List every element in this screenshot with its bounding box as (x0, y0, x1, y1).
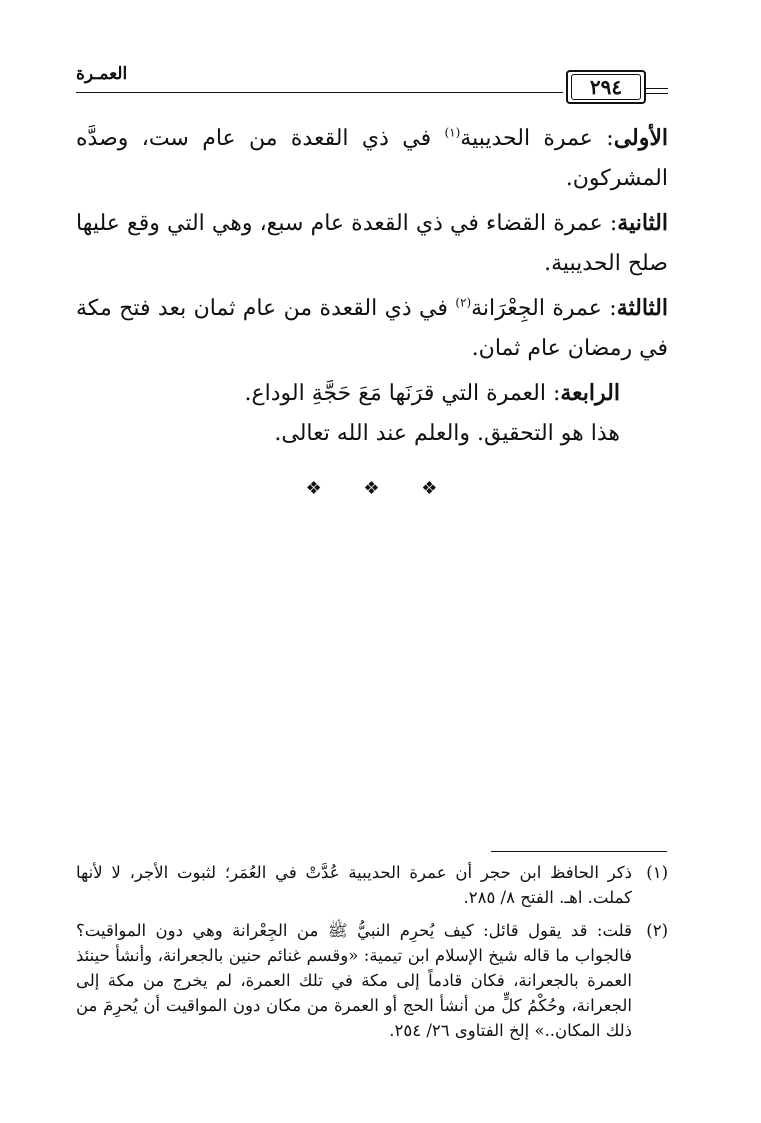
main-text (76, 118, 668, 454)
page-number: ٢٩٤ (571, 74, 641, 100)
paragraph-label: الثانية (617, 210, 668, 236)
paragraph-label: الأولى (613, 125, 669, 151)
footnote-text: قلت: قد يقول قائل: كيف يُحرِم النبيُّ ﷺ من الجِعْرانة وهي دون المواقيت؟ فالجواب ما قاله شيخ الإسلام ابن تيمية: «وقسم غنائم حنين بالجعرانة، وأنشأ حينئذ العمرة بالجعرانة، فكان قادماً إلى مكة في تلك العمرة، لم يخرج من مكة إلى الجعرانة، وحُكْمُ كلٍّ من أنشأ الحج أو العمرة من مكان دون المواقيت أن يُحرِمَ من ذلك المكان..» إلخ الفتاوى ٢٦/ ٢٥٤. (76, 921, 632, 1040)
page-number-frame (566, 70, 646, 104)
paragraph-second-umrah (76, 203, 668, 284)
paragraph-label: الثالثة (616, 295, 668, 321)
paragraph-text: في ذي القعدة من عام ست، وصدَّه المشركون. (76, 126, 668, 191)
section-divider-ornament: ❖ ❖ ❖ (305, 478, 456, 499)
header-rule-right (646, 93, 668, 94)
footnote (76, 918, 668, 1043)
page-header (76, 62, 668, 106)
paragraph-text: : العمرة التي قرَنَها مَعَ حَجَّةِ الوداع. (244, 381, 561, 406)
footnote-ref[interactable]: (٢) (455, 295, 472, 310)
footnotes (76, 860, 668, 1051)
header-rule (76, 92, 563, 93)
footnote-number: (٢) (646, 921, 668, 940)
footnote-separator (491, 851, 667, 852)
paragraph-conclusion (76, 414, 668, 454)
header-rule-right (646, 88, 668, 89)
chapter-title: العمـرة (76, 64, 128, 84)
paragraph-text: : عمرة القضاء في ذي القعدة عام سبع، وهي التي وقع عليها صلح الحديبية. (76, 211, 668, 276)
paragraph-third-umrah (76, 288, 668, 369)
paragraph-text: : عمرة الجِعْرَانة (471, 296, 617, 321)
paragraph-fourth-umrah (76, 373, 668, 414)
footnote-text: ذكر الحافظ ابن حجر أن عمرة الحديبية عُدَّتْ في العُمَر؛ لثبوت الأجر، لا لأنها كملت. اهـ. الفتح ٨/ ٢٨٥. (76, 863, 632, 907)
footnote-ref[interactable]: (١) (444, 125, 461, 140)
paragraph-text: : عمرة الحديبية (460, 126, 614, 151)
paragraph-label: الرابعة (560, 380, 620, 406)
paragraph-text: هذا هو التحقيق. والعلم عند الله تعالى. (274, 421, 620, 446)
footnote-number: (١) (646, 863, 668, 882)
footnote (76, 860, 668, 910)
paragraph-text: في ذي القعدة من عام ثمان بعد فتح مكة في رمضان عام ثمان. (76, 296, 668, 361)
paragraph-first-umrah (76, 118, 668, 199)
